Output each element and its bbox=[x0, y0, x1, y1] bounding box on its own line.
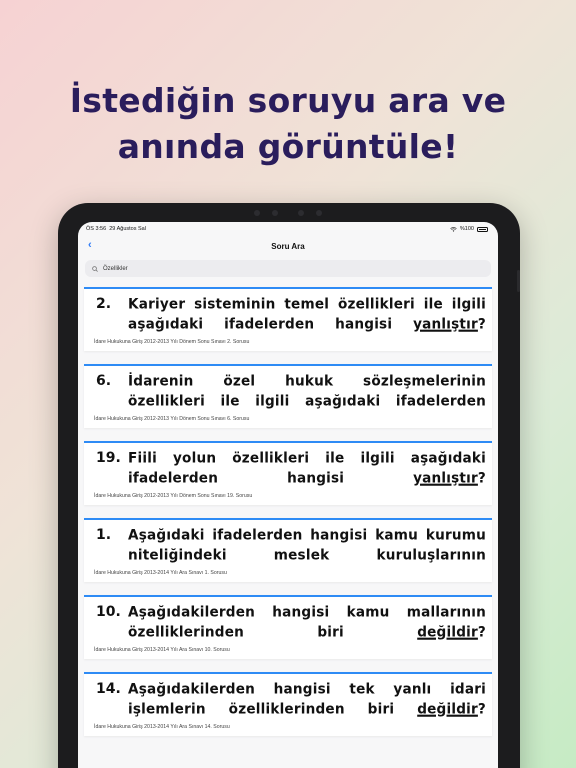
question-text-main: İdarenin özel hukuk sözleşmelerinin özellikleri ile ilgili aşağıdaki ifadelerden bbox=[128, 373, 486, 410]
question-text-main: Aşağıdakilerden hangisi kamu mallarının özelliklerinden biri bbox=[128, 604, 486, 641]
question-source: İdare Hukukuna Giriş 2012-2013 Yılı Dönem Sonu Sınavı 2. Sorusu bbox=[94, 339, 250, 345]
chevron-left-icon[interactable]: ‹ bbox=[88, 239, 92, 251]
question-text-end: ? bbox=[477, 470, 486, 487]
status-date: 29 Ağustos Sal bbox=[109, 226, 146, 232]
search-field[interactable] bbox=[85, 260, 491, 277]
question-text-main: Aşağıdakilerden hangisi tek yanlı idari işlemlerin özelliklerinden biri bbox=[128, 681, 486, 718]
app-screen bbox=[78, 222, 498, 768]
question-number: 6. bbox=[96, 373, 112, 389]
search-icon bbox=[92, 266, 98, 272]
results-list bbox=[78, 277, 498, 736]
nav-title: Soru Ara bbox=[271, 241, 305, 251]
battery-percent: %100 bbox=[459, 226, 474, 232]
question-image bbox=[96, 372, 486, 410]
question-number: 19. bbox=[96, 450, 121, 466]
question-image bbox=[96, 526, 486, 564]
headline-line-2: anında görüntüle! bbox=[117, 127, 459, 166]
result-card[interactable] bbox=[84, 441, 492, 505]
question-image bbox=[96, 603, 486, 641]
question-text-main: Aşağıdaki ifadelerden hangisi kamu kurumu niteliğindeki meslek kuruluşlarının bbox=[128, 527, 486, 564]
question-number: 2. bbox=[96, 296, 112, 312]
search-input[interactable]: Özellikler bbox=[103, 265, 128, 272]
question-text bbox=[128, 449, 486, 487]
tablet-side-button bbox=[517, 270, 520, 292]
result-card[interactable] bbox=[84, 595, 492, 659]
nav-bar bbox=[78, 236, 498, 256]
result-card[interactable] bbox=[84, 364, 492, 428]
question-image bbox=[96, 680, 486, 718]
question-number: 10. bbox=[96, 604, 121, 620]
battery-icon bbox=[477, 227, 488, 232]
status-bar bbox=[78, 222, 498, 236]
question-number: 14. bbox=[96, 681, 121, 697]
question-text bbox=[128, 680, 486, 718]
question-source: İdare Hukukuna Giriş 2013-2014 Yılı Ara Sınavı 1. Sorusu bbox=[94, 570, 227, 576]
question-source: İdare Hukukuna Giriş 2013-2014 Yılı Ara Sınavı 10. Sorusu bbox=[94, 647, 230, 653]
question-text-end: ? bbox=[477, 701, 486, 718]
question-text-main: Fiili yolun özellikleri ile ilgili aşağıdaki ifadelerden hangisi bbox=[128, 450, 486, 487]
question-text-main: Kariyer sisteminin temel özellikleri ile ilgili aşağıdaki ifadelerden hangisi bbox=[128, 296, 486, 333]
headline-line-1: İstediğin soruyu ara ve bbox=[69, 81, 507, 120]
question-text bbox=[128, 295, 486, 333]
status-time: ÖS 3:56 bbox=[86, 226, 107, 232]
question-image bbox=[96, 449, 486, 487]
question-source: İdare Hukukuna Giriş 2012-2013 Yılı Dönem Sonu Sınavı 6. Sorusu bbox=[94, 416, 250, 422]
question-source: İdare Hukukuna Giriş 2013-2014 Yılı Ara Sınavı 14. Sorusu bbox=[94, 724, 230, 730]
question-image bbox=[96, 295, 486, 333]
question-text bbox=[128, 526, 486, 564]
question-text-emphasis: yanlıştır bbox=[413, 316, 478, 333]
result-card[interactable] bbox=[84, 287, 492, 351]
wifi-icon bbox=[450, 227, 457, 232]
question-text-emphasis: yanlıştır bbox=[413, 470, 478, 487]
result-card[interactable] bbox=[84, 672, 492, 736]
question-number: 1. bbox=[96, 527, 112, 543]
question-text bbox=[128, 372, 486, 410]
question-text bbox=[128, 603, 486, 641]
result-card[interactable] bbox=[84, 518, 492, 582]
tablet-camera-bar bbox=[236, 208, 340, 218]
question-text-emphasis: değildir bbox=[417, 701, 478, 718]
question-text-emphasis: değildir bbox=[417, 624, 478, 641]
question-source: İdare Hukukuna Giriş 2012-2013 Yılı Dönem Sonu Sınavı 19. Sorusu bbox=[94, 493, 253, 499]
question-text-end: ? bbox=[477, 316, 486, 333]
promo-headline bbox=[0, 78, 576, 170]
question-text-end: ? bbox=[477, 624, 486, 641]
